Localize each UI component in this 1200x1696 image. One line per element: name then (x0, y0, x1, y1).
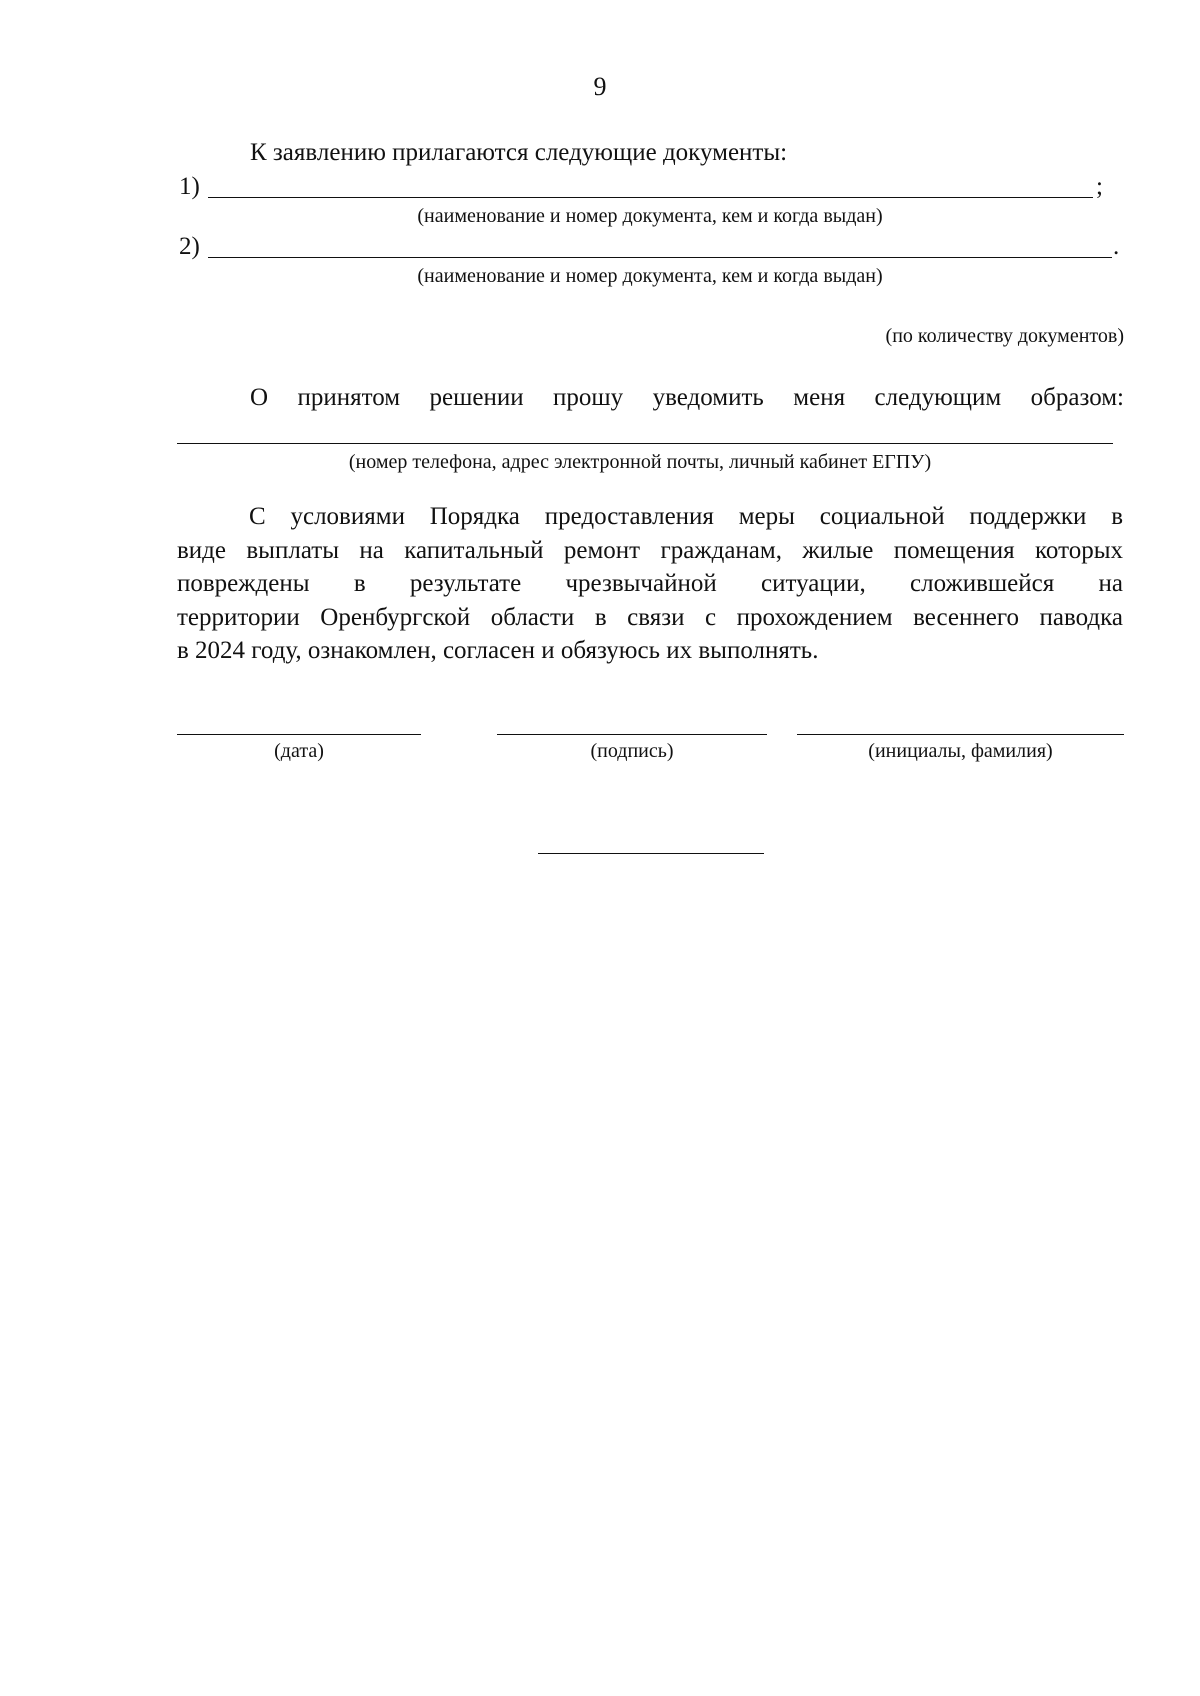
attachment-line-1[interactable] (208, 197, 1093, 198)
conditions-line-1: С условиями Порядка предоставления меры социальной поддержки в (249, 503, 1123, 530)
name-line[interactable] (797, 734, 1124, 735)
attachment-end-mark-1: ; (1096, 173, 1103, 200)
conditions-line-5: в 2024 году, ознакомлен, согласен и обязуюсь их выполнять. (177, 637, 819, 664)
conditions-paragraph (177, 500, 1123, 668)
attachments-note: (по количеству документов) (885, 325, 1124, 347)
page-number: 9 (593, 72, 607, 101)
conditions-line-4: территории Оренбургской области в связи с прохождением весеннего паводка (177, 603, 1123, 631)
attachment-item-number-1: 1) (179, 173, 200, 200)
attachment-item-number-2: 2) (179, 233, 200, 260)
name-caption: (инициалы, фамилия) (868, 740, 1053, 762)
date-line[interactable] (177, 734, 421, 735)
attachment-caption-2: (наименование и номер документа, кем и когда выдан) (417, 265, 883, 287)
signature-line[interactable] (497, 734, 767, 735)
attachment-end-mark-2: . (1113, 233, 1120, 260)
attachments-heading: К заявлению прилагаются следующие документы: (250, 139, 788, 166)
date-caption: (дата) (274, 740, 324, 762)
conditions-line-2: виде выплаты на капитальный ремонт гражданам, жилые помещения которых (177, 536, 1123, 564)
attachment-line-2[interactable] (208, 257, 1112, 258)
attachment-caption-1: (наименование и номер документа, кем и когда выдан) (417, 205, 883, 227)
end-separator (538, 853, 764, 854)
notification-line[interactable] (177, 443, 1113, 444)
notification-text: О принятом решении прошу уведомить меня следующим образом: (250, 384, 1124, 411)
notification-caption: (номер телефона, адрес электронной почты, личный кабинет ЕГПУ) (348, 451, 932, 473)
signature-caption: (подпись) (590, 740, 674, 762)
conditions-line-3: повреждены в результате чрезвычайной ситуации, сложившейся на (177, 570, 1123, 597)
